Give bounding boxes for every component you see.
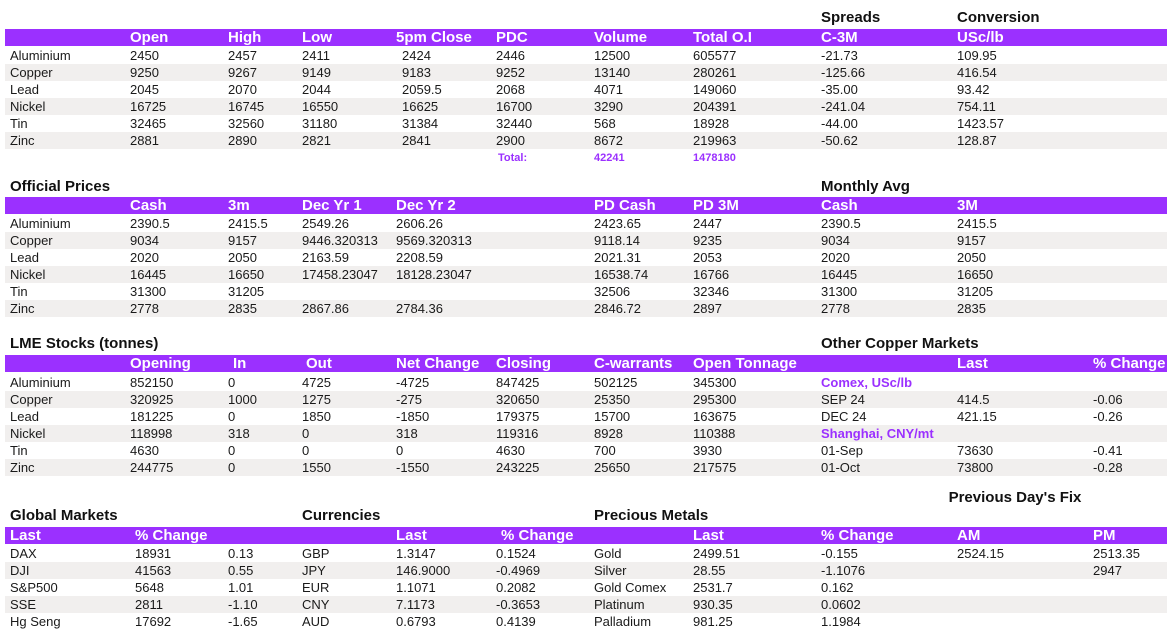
monthly-3m-value: 31205 xyxy=(957,284,994,299)
official-row xyxy=(5,249,1167,266)
opening-value: 852150 xyxy=(130,375,174,390)
index-name: DJI xyxy=(10,563,30,578)
header-high: High xyxy=(228,29,262,46)
copper-market-name: 01-Sep xyxy=(821,443,863,458)
currency-name: EUR xyxy=(302,580,330,595)
copper-last-value: 73630 xyxy=(957,443,994,458)
dec-yr-1-value: 2549.26 xyxy=(302,216,349,231)
metal-name: Lead xyxy=(10,82,39,97)
3m-value: 2415.5 xyxy=(228,216,268,231)
header-opening: Opening xyxy=(130,355,191,372)
precious-pct-change-value: 0.0602 xyxy=(821,597,861,612)
metal-name: Zinc xyxy=(10,133,35,148)
currency-last-value: 0.6793 xyxy=(396,614,436,629)
conversion-value: 128.87 xyxy=(957,133,997,148)
pd-3m-value: 2053 xyxy=(693,250,722,265)
pd-3m-value: 2897 xyxy=(693,301,722,316)
precious-pct-change-value: 1.1984 xyxy=(821,614,861,629)
metal-name: Nickel xyxy=(10,99,46,114)
conversion-value: 109.95 xyxy=(957,48,997,63)
metal-name: Tin xyxy=(10,284,28,299)
open-tonnage-value: 163675 xyxy=(693,409,737,424)
stocks-row xyxy=(5,374,1167,391)
markets-row xyxy=(5,613,1167,630)
copper-market-name: DEC 24 xyxy=(821,409,867,424)
metal-name: Tin xyxy=(10,443,28,458)
opening-value: 4630 xyxy=(130,443,159,458)
official-row xyxy=(5,215,1167,232)
copper-last-value: 421.15 xyxy=(957,409,997,424)
dec-yr-1-value: 9446.320313 xyxy=(302,233,378,248)
pdc-value: 2446 xyxy=(496,48,525,63)
header-total-oi: Total O.I xyxy=(693,29,752,46)
prices-header-bar xyxy=(5,29,1167,46)
currency-name: JPY xyxy=(302,563,326,578)
official-row xyxy=(5,232,1167,249)
pd-cash-value: 32506 xyxy=(594,284,631,299)
conversion-value: 1423.57 xyxy=(957,116,1004,131)
precious-last-value: 2499.51 xyxy=(693,546,740,561)
c-warrants-value: 15700 xyxy=(594,409,631,424)
volume-value: 8672 xyxy=(594,133,623,148)
pd-cash-value: 9118.14 xyxy=(594,233,641,248)
net-change-value: -1850 xyxy=(396,409,430,424)
index-pct-change-value: 0.13 xyxy=(228,546,254,561)
open-tonnage-value: 217575 xyxy=(693,460,737,475)
precious-metal-name: Platinum xyxy=(594,597,645,612)
precious-pct-change-value: -1.1076 xyxy=(821,563,866,578)
monthly-3m-value: 9157 xyxy=(957,233,986,248)
prices-row xyxy=(5,47,1167,64)
header-global-last: Last xyxy=(10,527,41,544)
header-low: Low xyxy=(302,29,332,46)
fix-pm-value: 2513.35 xyxy=(1093,546,1140,561)
header-out: Out xyxy=(306,355,332,372)
conversion-value: 93.42 xyxy=(957,82,990,97)
markets-row xyxy=(5,545,1167,562)
metal-name: Lead xyxy=(10,250,39,265)
close-5pm-value: 16625 xyxy=(402,99,439,114)
monthly-3m-value: 2415.5 xyxy=(957,216,997,231)
precious-metal-name: Palladium xyxy=(594,614,652,629)
pdc-value: 32440 xyxy=(496,116,533,131)
metal-name: Lead xyxy=(10,409,39,424)
metal-name: Aluminium xyxy=(10,375,71,390)
total-volume: 42241 xyxy=(594,152,625,164)
copper-market-group-label: Shanghai, CNY/mt xyxy=(821,426,934,441)
out-value: 4725 xyxy=(302,375,331,390)
stocks-row xyxy=(5,408,1167,425)
high-value: 32560 xyxy=(228,116,265,131)
conversion-group-title: Conversion xyxy=(957,9,1040,26)
monthly-cash-value: 2390.5 xyxy=(821,216,861,231)
header-dec-yr-1: Dec Yr 1 xyxy=(302,197,362,214)
net-change-value: 0 xyxy=(396,443,404,458)
conversion-value: 754.11 xyxy=(957,99,996,114)
copper-pct-change-value: -0.28 xyxy=(1093,460,1123,475)
currency-pct-change-value: 0.2082 xyxy=(496,580,536,595)
high-value: 16745 xyxy=(228,99,265,114)
close-5pm-value: 2424 xyxy=(402,48,431,63)
open-value: 9250 xyxy=(130,65,159,80)
currency-pct-change-value: -0.3653 xyxy=(496,597,541,612)
pd-cash-value: 2423.65 xyxy=(594,216,641,231)
header-open: Open xyxy=(130,29,169,46)
dec-yr-1-value: 2867.86 xyxy=(302,301,349,316)
index-pct-change-value: 0.55 xyxy=(228,563,254,578)
out-value: 0 xyxy=(302,443,310,458)
c-warrants-value: 700 xyxy=(594,443,616,458)
index-name: SSE xyxy=(10,597,37,612)
c-warrants-value: 25350 xyxy=(594,392,631,407)
index-last-value: 2811 xyxy=(135,597,163,612)
header-usc-lb: USc/lb xyxy=(957,29,1004,46)
stocks-row xyxy=(5,391,1167,408)
open-tonnage-value: 295300 xyxy=(693,392,737,407)
copper-last-value: 73800 xyxy=(957,460,994,475)
net-change-value: -4725 xyxy=(396,375,430,390)
dec-yr-2-value: 18128.23047 xyxy=(396,267,472,282)
open-value: 2045 xyxy=(130,82,159,97)
prices-row xyxy=(5,81,1167,98)
monthly-cash-value: 9034 xyxy=(821,233,850,248)
currency-pct-change-value: 0.4139 xyxy=(496,614,536,629)
monthly-cash-value: 2778 xyxy=(821,301,850,316)
cash-value: 31300 xyxy=(130,284,167,299)
total-oi-value: 204391 xyxy=(693,99,737,114)
pd-3m-value: 2447 xyxy=(693,216,722,231)
low-value: 16550 xyxy=(302,99,339,114)
header-copper-pct-change: % Change xyxy=(1093,355,1166,372)
header-monthly-cash: Cash xyxy=(821,197,858,214)
header-currency-last: Last xyxy=(396,527,427,544)
precious-metal-name: Gold xyxy=(594,546,622,561)
lme-stocks-title: LME Stocks (tonnes) xyxy=(10,335,159,352)
prices-row xyxy=(5,115,1167,132)
prices-row xyxy=(5,132,1167,149)
spread-c3m-value: -21.73 xyxy=(821,48,858,63)
prices-row xyxy=(5,98,1167,115)
official-row xyxy=(5,283,1167,300)
header-global-pct-change: % Change xyxy=(135,527,208,544)
official-prices-title: Official Prices xyxy=(10,178,111,195)
pdc-value: 2068 xyxy=(496,82,525,97)
header-precious-pct-change: % Change xyxy=(821,527,894,544)
net-change-value: -1550 xyxy=(396,460,430,475)
high-value: 2457 xyxy=(228,48,257,63)
dec-yr-1-value: 17458.23047 xyxy=(302,267,378,282)
metal-name: Zinc xyxy=(10,460,35,475)
metal-name: Aluminium xyxy=(10,48,71,63)
markets-header-bar xyxy=(5,527,1167,544)
close-5pm-value: 2059.5 xyxy=(402,82,442,97)
header-in: In xyxy=(233,355,247,372)
currency-last-value: 146.9000 xyxy=(396,563,451,578)
out-value: 1275 xyxy=(302,392,331,407)
open-value: 32465 xyxy=(130,116,167,131)
spread-c3m-value: -125.66 xyxy=(821,65,866,80)
in-value: 0 xyxy=(228,460,236,475)
net-change-value: 318 xyxy=(396,426,418,441)
prices-row xyxy=(5,64,1167,81)
index-pct-change-value: -1.65 xyxy=(228,614,258,629)
currency-name: GBP xyxy=(302,546,330,561)
closing-value: 847425 xyxy=(496,375,540,390)
header-c-3m: C-3M xyxy=(821,29,858,46)
in-value: 0 xyxy=(228,409,236,424)
copper-pct-change-value: -0.26 xyxy=(1093,409,1123,424)
dec-yr-2-value: 9569.320313 xyxy=(396,233,472,248)
cash-value: 16445 xyxy=(130,267,167,282)
previous-day-fix-title: Previous Day's Fix xyxy=(948,489,1082,506)
close-5pm-value: 9183 xyxy=(402,65,431,80)
out-value: 1550 xyxy=(302,460,331,475)
metal-name: Aluminium xyxy=(10,216,71,231)
precious-pct-change-value: -0.155 xyxy=(821,546,858,561)
copper-market-group-label: Comex, USc/lb xyxy=(821,375,913,390)
low-value: 2411 xyxy=(302,48,330,63)
pdc-value: 9252 xyxy=(496,65,525,80)
header-pdc: PDC xyxy=(496,29,528,46)
index-name: S&P500 xyxy=(10,580,58,595)
low-value: 31180 xyxy=(302,116,338,131)
currency-last-value: 1.3147 xyxy=(396,546,436,561)
pdc-value: 16700 xyxy=(496,99,533,114)
metal-name: Zinc xyxy=(10,301,35,316)
cash-value: 2778 xyxy=(130,301,159,316)
currency-last-value: 1.1071 xyxy=(396,580,436,595)
precious-last-value: 981.25 xyxy=(693,614,733,629)
copper-last-value: 414.5 xyxy=(957,392,990,407)
currency-name: CNY xyxy=(302,597,330,612)
cash-value: 2020 xyxy=(130,250,159,265)
markets-row xyxy=(5,596,1167,613)
index-pct-change-value: 1.01 xyxy=(228,580,254,595)
3m-value: 2050 xyxy=(228,250,257,265)
copper-market-name: SEP 24 xyxy=(821,392,865,407)
header-fix-am: AM xyxy=(957,527,981,544)
header-fix-pm: PM xyxy=(1093,527,1116,544)
low-value: 2044 xyxy=(302,82,331,97)
open-tonnage-value: 345300 xyxy=(693,375,737,390)
volume-value: 13140 xyxy=(594,65,631,80)
currencies-title: Currencies xyxy=(302,507,381,524)
precious-last-value: 930.35 xyxy=(693,597,733,612)
index-last-value: 18931 xyxy=(135,546,172,561)
out-value: 0 xyxy=(302,426,310,441)
conversion-value: 416.54 xyxy=(957,65,997,80)
monthly-3m-value: 16650 xyxy=(957,267,994,282)
header-5pm-close: 5pm Close xyxy=(396,29,472,46)
total-oi-value: 149060 xyxy=(693,82,737,97)
low-value: 9149 xyxy=(302,65,331,80)
spreads-group-title: Spreads xyxy=(821,9,881,26)
spread-c3m-value: -241.04 xyxy=(821,99,866,114)
closing-value: 243225 xyxy=(496,460,540,475)
metal-name: Tin xyxy=(10,116,28,131)
official-header-bar xyxy=(5,197,1167,214)
monthly-cash-value: 31300 xyxy=(821,284,858,299)
opening-value: 244775 xyxy=(130,460,174,475)
header-copper-last: Last xyxy=(957,355,988,372)
index-pct-change-value: -1.10 xyxy=(228,597,258,612)
stocks-row xyxy=(5,459,1167,476)
c-warrants-value: 25650 xyxy=(594,460,631,475)
in-value: 0 xyxy=(228,375,236,390)
currency-last-value: 7.1173 xyxy=(396,597,435,612)
currency-name: AUD xyxy=(302,614,330,629)
total-oi-value: 605577 xyxy=(693,48,737,63)
index-name: DAX xyxy=(10,546,37,561)
header-currency-pct-change: % Change xyxy=(501,527,574,544)
dec-yr-2-value: 2606.26 xyxy=(396,216,443,231)
currency-pct-change-value: 0.1524 xyxy=(496,546,536,561)
official-row xyxy=(5,300,1167,317)
opening-value: 118998 xyxy=(130,426,173,441)
markets-row xyxy=(5,579,1167,596)
header-3m: 3m xyxy=(228,197,250,214)
fix-am-value: 2524.15 xyxy=(957,546,1004,561)
out-value: 1850 xyxy=(302,409,331,424)
header-closing: Closing xyxy=(496,355,551,372)
header-pd-cash: PD Cash xyxy=(594,197,656,214)
in-value: 318 xyxy=(228,426,250,441)
in-value: 0 xyxy=(228,443,236,458)
volume-value: 568 xyxy=(594,116,616,131)
low-value: 2821 xyxy=(302,133,331,148)
precious-metals-title: Precious Metals xyxy=(594,507,709,524)
metal-name: Nickel xyxy=(10,426,46,441)
high-value: 9267 xyxy=(228,65,257,80)
opening-value: 181225 xyxy=(130,409,174,424)
index-last-value: 41563 xyxy=(135,563,172,578)
header-c-warrants: C-warrants xyxy=(594,355,673,372)
high-value: 2070 xyxy=(228,82,257,97)
total-oi-value: 219963 xyxy=(693,133,737,148)
spread-c3m-value: -50.62 xyxy=(821,133,858,148)
index-last-value: 5648 xyxy=(135,580,164,595)
markets-row xyxy=(5,562,1167,579)
volume-value: 4071 xyxy=(594,82,623,97)
header-pd-3m: PD 3M xyxy=(693,197,739,214)
spread-c3m-value: -35.00 xyxy=(821,82,858,97)
official-row xyxy=(5,266,1167,283)
header-monthly-3m: 3M xyxy=(957,197,978,214)
open-value: 2450 xyxy=(130,48,159,63)
open-value: 2881 xyxy=(130,133,159,148)
3m-value: 31205 xyxy=(228,284,265,299)
header-net-change: Net Change xyxy=(396,355,480,372)
closing-value: 320650 xyxy=(496,392,540,407)
volume-value: 12500 xyxy=(594,48,631,63)
dec-yr-2-value: 2208.59 xyxy=(396,250,443,265)
pd-3m-value: 16766 xyxy=(693,267,730,282)
dec-yr-2-value: 2784.36 xyxy=(396,301,443,316)
total-label: Total: xyxy=(498,152,528,164)
cash-value: 2390.5 xyxy=(130,216,170,231)
monthly-cash-value: 16445 xyxy=(821,267,858,282)
metal-name: Copper xyxy=(10,392,53,407)
other-copper-title: Other Copper Markets xyxy=(821,335,979,352)
copper-pct-change-value: -0.06 xyxy=(1093,392,1123,407)
total-oi-value: 18928 xyxy=(693,116,730,131)
c-warrants-value: 8928 xyxy=(594,426,623,441)
copper-market-name: 01-Oct xyxy=(821,460,861,475)
stocks-header-bar xyxy=(5,355,1167,372)
c-warrants-value: 502125 xyxy=(594,375,638,390)
spread-c3m-value: -44.00 xyxy=(821,116,858,131)
close-5pm-value: 2841 xyxy=(402,133,431,148)
precious-metal-name: Silver xyxy=(594,563,627,578)
net-change-value: -275 xyxy=(396,392,423,407)
open-value: 16725 xyxy=(130,99,167,114)
precious-last-value: 28.55 xyxy=(693,563,726,578)
stocks-row xyxy=(5,425,1167,442)
monthly-cash-value: 2020 xyxy=(821,250,850,265)
high-value: 2890 xyxy=(228,133,257,148)
currency-pct-change-value: -0.4969 xyxy=(496,563,541,578)
pd-cash-value: 2021.31 xyxy=(594,250,641,265)
closing-value: 179375 xyxy=(496,409,540,424)
metal-name: Copper xyxy=(10,65,53,80)
index-name: Hg Seng xyxy=(10,614,61,629)
in-value: 1000 xyxy=(228,392,257,407)
opening-value: 320925 xyxy=(130,392,174,407)
closing-value: 4630 xyxy=(496,443,525,458)
open-tonnage-value: 3930 xyxy=(693,443,722,458)
pd-cash-value: 2846.72 xyxy=(594,301,641,316)
copper-pct-change-value: -0.41 xyxy=(1093,443,1123,458)
open-tonnage-value: 110388 xyxy=(693,426,736,441)
pd-3m-value: 32346 xyxy=(693,284,730,299)
closing-value: 119316 xyxy=(496,426,539,441)
stocks-row xyxy=(5,442,1167,459)
header-volume: Volume xyxy=(594,29,648,46)
global-markets-title: Global Markets xyxy=(10,507,118,524)
pd-3m-value: 9235 xyxy=(693,233,722,248)
header-open-tonnage: Open Tonnage xyxy=(693,355,797,372)
monthly-3m-value: 2050 xyxy=(957,250,986,265)
cash-value: 9034 xyxy=(130,233,159,248)
precious-metal-name: Gold Comex xyxy=(594,580,667,595)
header-dec-yr-2: Dec Yr 2 xyxy=(396,197,456,214)
volume-value: 3290 xyxy=(594,99,623,114)
metal-name: Nickel xyxy=(10,267,46,282)
dec-yr-1-value: 2163.59 xyxy=(302,250,349,265)
precious-pct-change-value: 0.162 xyxy=(821,580,854,595)
close-5pm-value: 31384 xyxy=(402,116,439,131)
metal-name: Copper xyxy=(10,233,53,248)
fix-pm-value: 2947 xyxy=(1093,563,1122,578)
header-cash: Cash xyxy=(130,197,167,214)
3m-value: 2835 xyxy=(228,301,257,316)
3m-value: 9157 xyxy=(228,233,257,248)
header-precious-last: Last xyxy=(693,527,724,544)
total-open-interest: 1478180 xyxy=(693,152,736,164)
monthly-3m-value: 2835 xyxy=(957,301,986,316)
index-last-value: 17692 xyxy=(135,614,172,629)
pdc-value: 2900 xyxy=(496,133,525,148)
precious-last-value: 2531.7 xyxy=(693,580,733,595)
monthly-avg-title: Monthly Avg xyxy=(821,178,910,195)
total-oi-value: 280261 xyxy=(693,65,737,80)
3m-value: 16650 xyxy=(228,267,265,282)
pd-cash-value: 16538.74 xyxy=(594,267,649,282)
